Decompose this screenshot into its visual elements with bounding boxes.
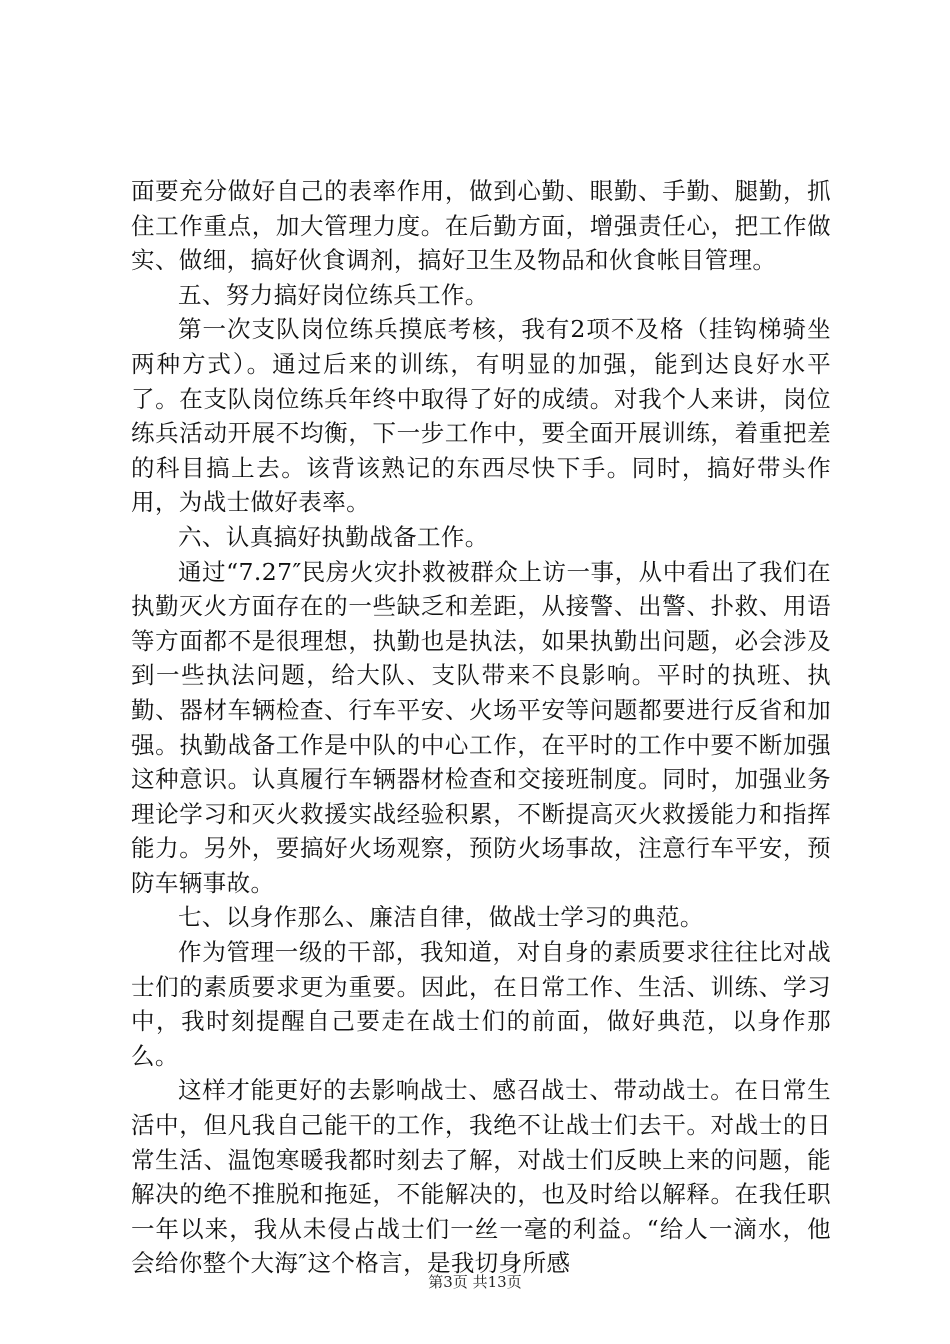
heading-section-7: 七、以身作那么、廉洁自律，做战士学习的典范。 — [178, 903, 704, 932]
document-body — [131, 174, 831, 1281]
paragraph-5: 这样才能更好的去影响战士、感召战士、带动战士。在日常生活中，但凡我自己能干的工作，我绝不让战士们去干。对战士的日常生活、温饱寒暖我都时刻去了解，对战士们反映上来的问题，能解决的绝不推脱和拖延，不能解决的，也及时给以解释。在我任职一年以来，我从未侵占战士们一丝一毫的利益。“给人一滴水，他会给你整个大海″这个格言，是我切身所感 — [131, 1076, 831, 1278]
paragraph-2: 第一次支队岗位练兵摸底考核，我有2项不及格（挂钩梯骑坐两种方式）。通过后来的训练，有明显的加强，能到达良好水平了。在支队岗位练兵年终中取得了好的成绩。对我个人来讲，岗位练兵活动开展不均衡，下一步工作中，要全面开展训练，着重把差的科目搞上去。该背该熟记的东西尽快下手。同时，搞好带头作用，为战士做好表率。 — [131, 315, 831, 517]
page-footer: 第3页 共13页 — [428, 1273, 522, 1291]
paragraph-3: 通过“7.27″民房火灾扑救被群众上访一事，从中看出了我们在执勤灭火方面存在的一些缺乏和差距，从接警、出警、扑救、用语等方面都不是很理想，执勤也是执法，如果执勤出问题，必会涉及到一些执法问题，给大队、支队带来不良影响。平时的执班、执勤、器材车辆检查、行车平安、火场平安等问题都要进行反省和加强。执勤战备工作是中队的中心工作，在平时的工作中要不断加强这种意识。认真履行车辆器材检查和交接班制度。同时，加强业务理论学习和灭火救援实战经验积累，不断提高灭火救援能力和指挥能力。另外，要搞好火场观察，预防火场事故，注意行车平安，预防车辆事故。 — [131, 557, 831, 897]
heading-section-5: 五、努力搞好岗位练兵工作。 — [178, 280, 489, 309]
paragraph-4: 作为管理一级的干部，我知道，对自身的素质要求往往比对战士们的素质要求更为重要。因此，在日常工作、生活、训练、学习中，我时刻提醒自己要走在战士们的前面，做好典范，以身作那么。 — [131, 938, 831, 1070]
heading-section-6: 六、认真搞好执勤战备工作。 — [178, 522, 489, 551]
paragraph-1: 面要充分做好自己的表率作用，做到心勤、眼勤、手勤、腿勤，抓住工作重点，加大管理力度。在后勤方面，增强责任心，把工作做实、做细，搞好伙食调剂，搞好卫生及物品和伙食帐目管理。 — [131, 177, 831, 275]
